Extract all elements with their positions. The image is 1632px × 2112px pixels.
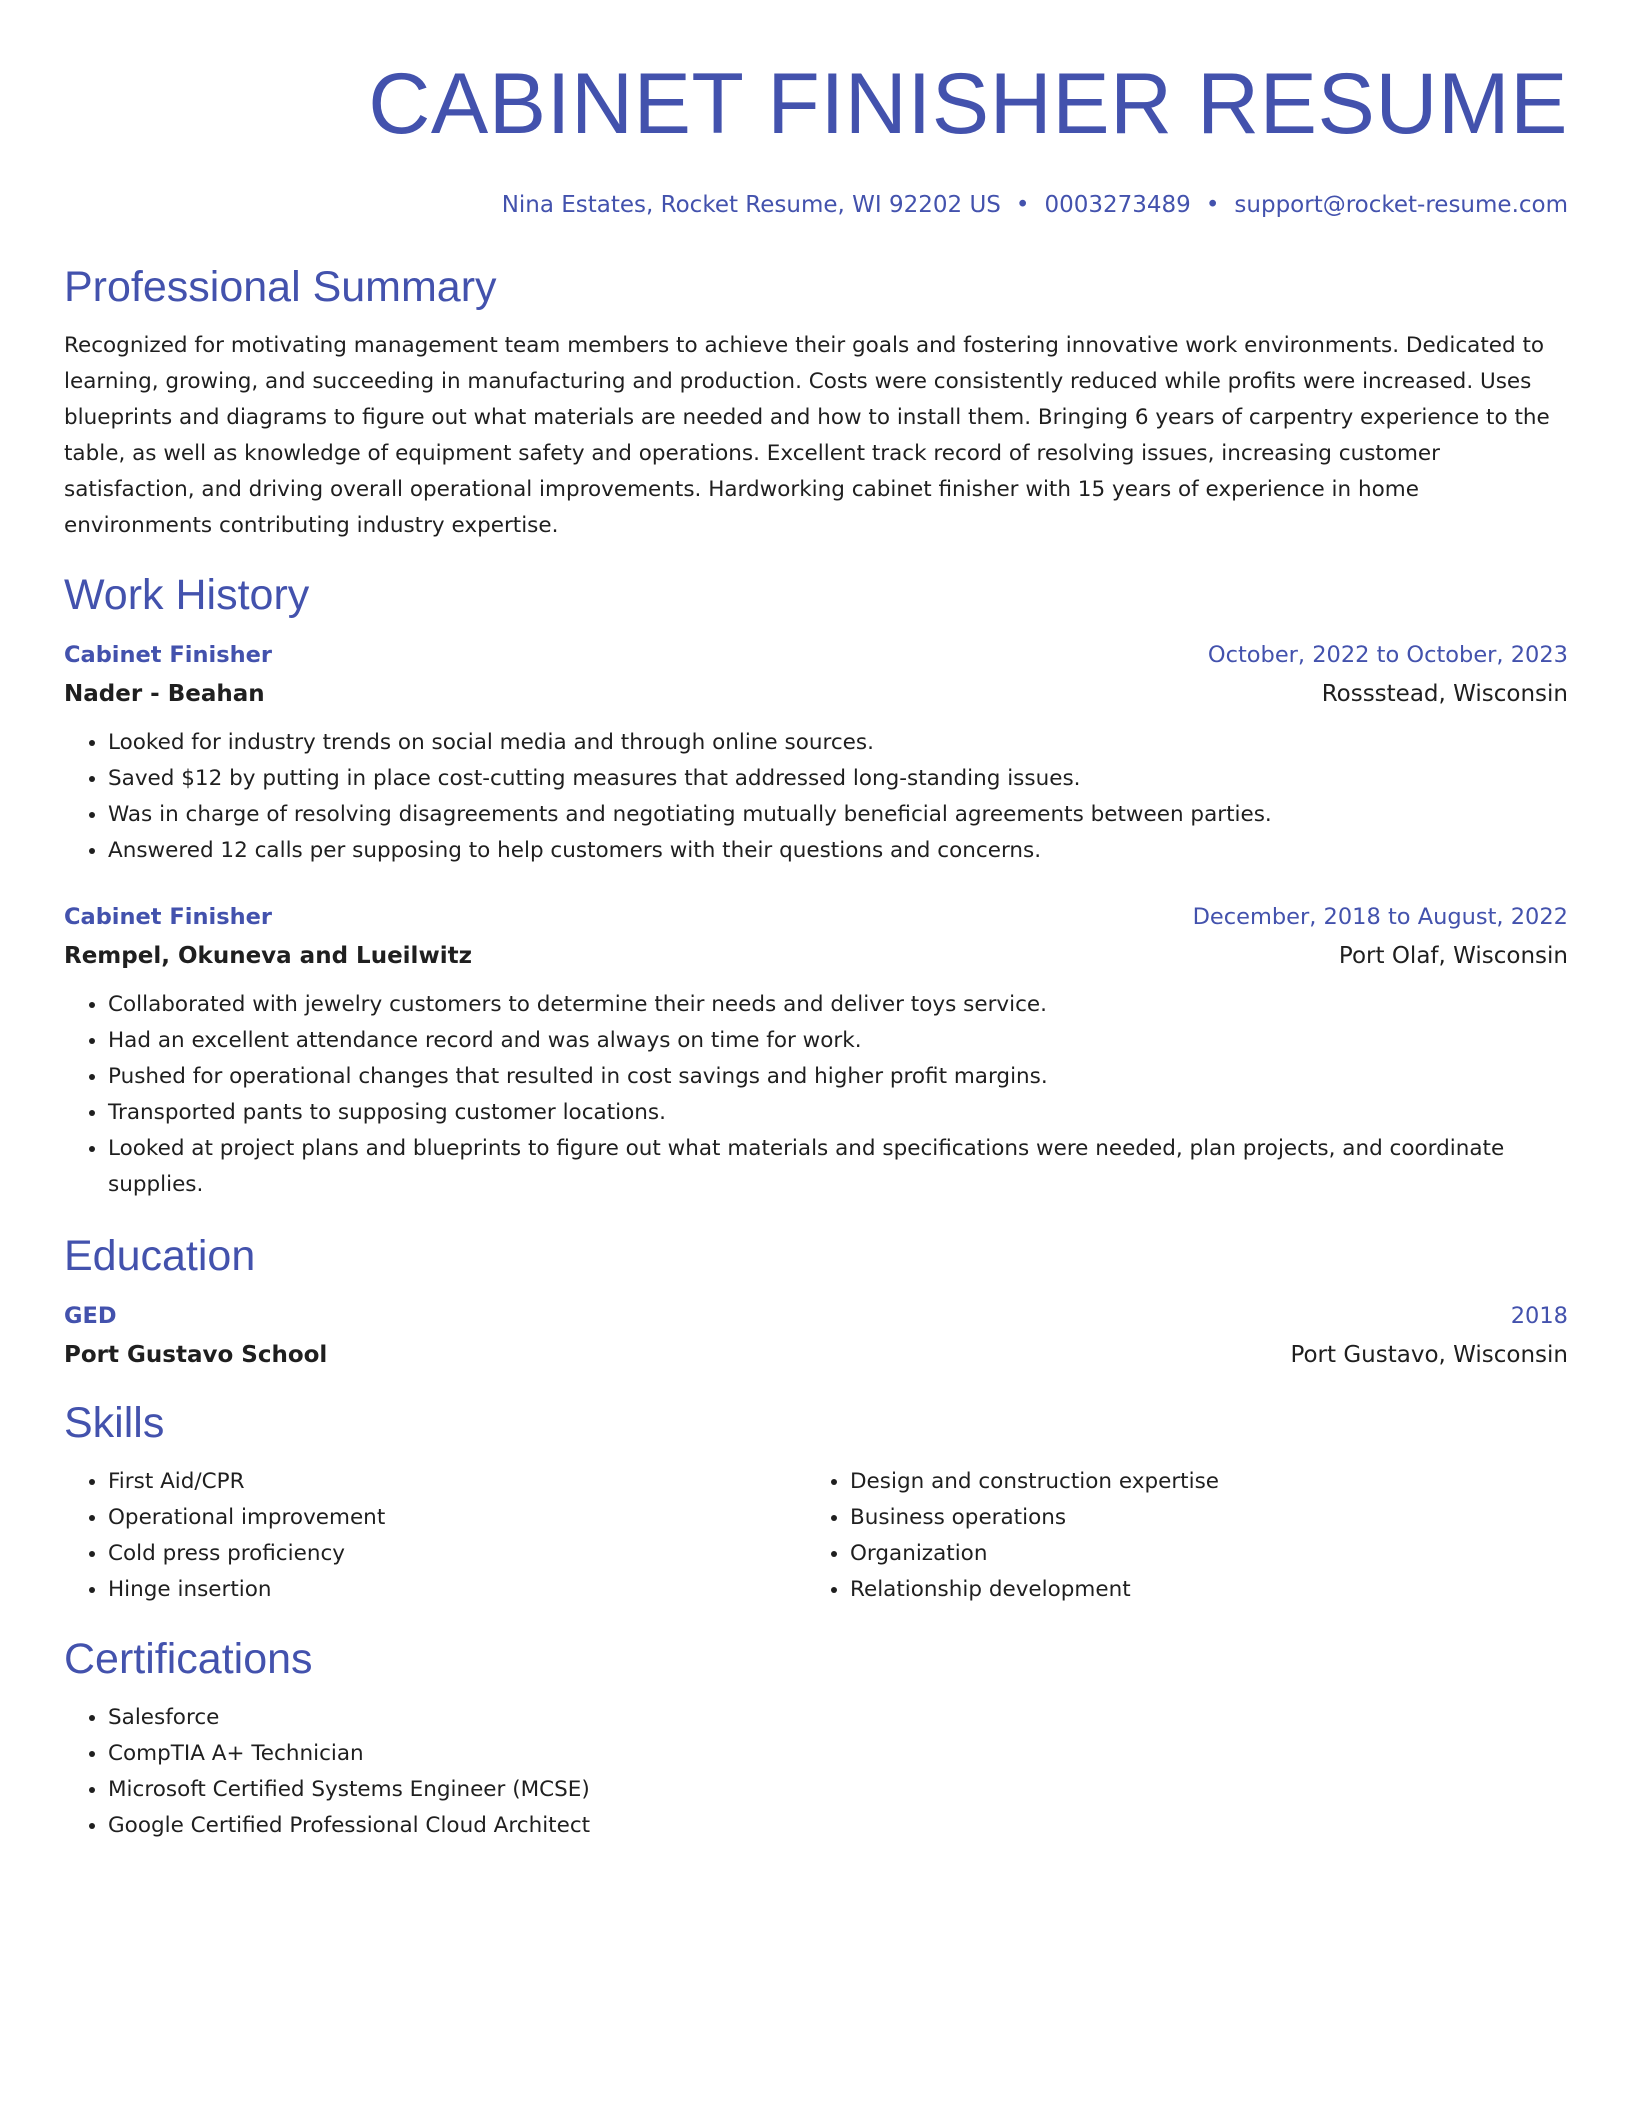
job-location: Port Olaf, Wisconsin bbox=[1338, 943, 1568, 969]
certifications-heading: Certifications bbox=[64, 1635, 313, 1683]
job-bullets bbox=[64, 725, 1568, 869]
resume-header bbox=[64, 56, 1568, 220]
list-item: • Saved $12 by putting in place cost-cutting measures that addressed long-standing issues. bbox=[108, 761, 1568, 797]
list-item: • Looked for industry trends on social media and through online sources. bbox=[108, 725, 1568, 761]
contact-address: Nina Estates, Rocket Resume, WI 92202 US bbox=[501, 192, 1001, 218]
education-location: Port Gustavo, Wisconsin bbox=[1290, 1342, 1568, 1368]
list-item: • Salesforce bbox=[108, 1700, 1568, 1736]
job-company: Nader - Beahan bbox=[64, 681, 265, 707]
job-entry bbox=[64, 640, 1568, 869]
contact-email[interactable]: support@rocket-resume.com bbox=[1234, 192, 1568, 218]
skills-list bbox=[806, 1464, 1548, 1608]
skills-column-right bbox=[806, 1464, 1548, 1608]
contact-separator: • bbox=[1015, 192, 1030, 218]
summary-text: Recognized for motivating management team members to achieve their goals and fostering innovative work environments. Dedicated to learning, growing, and succeeding in manufacturing and production. Costs were consistently reduced while profits were increased. Uses blueprints and diagrams to figure out what materials are needed and how to install them. Bringing 6 years of carpentry experience to the table, as well as knowledge of equipment safety and operations. Excellent track record of resolving issues, increasing customer satisfaction, and driving overall operational improvements. Hardworking cabinet finisher with 15 years of experience in home environments contributing industry expertise. bbox=[64, 333, 1550, 538]
job-entry bbox=[64, 902, 1568, 1203]
skills-heading: Skills bbox=[64, 1399, 165, 1447]
education-year: 2018 bbox=[1510, 1303, 1568, 1329]
job-dates: October, 2022 to October, 2023 bbox=[1207, 642, 1568, 668]
list-item: • First Aid/CPR bbox=[108, 1464, 806, 1500]
list-item: • Google Certified Professional Cloud Architect bbox=[108, 1808, 1568, 1844]
job-role: Cabinet Finisher bbox=[64, 642, 272, 668]
skills-list bbox=[64, 1464, 806, 1608]
list-item: • Organization bbox=[850, 1536, 1548, 1572]
education-degree: GED bbox=[64, 1303, 117, 1329]
job-role: Cabinet Finisher bbox=[64, 904, 272, 930]
list-item: • Answered 12 calls per supposing to help customers with their questions and concerns. bbox=[108, 833, 1568, 869]
contact-line bbox=[64, 190, 1568, 220]
summary-heading: Professional Summary bbox=[64, 263, 497, 311]
skills-column-left bbox=[64, 1464, 806, 1608]
contact-phone: 0003273489 bbox=[1044, 192, 1191, 218]
work-history-heading: Work History bbox=[64, 571, 310, 619]
list-item: • Transported pants to supposing customer locations. bbox=[108, 1095, 1568, 1131]
skills-grid bbox=[64, 1464, 1568, 1608]
list-item: • CompTIA A+ Technician bbox=[108, 1736, 1568, 1772]
job-bullets bbox=[64, 987, 1568, 1203]
education-school: Port Gustavo School bbox=[64, 1342, 328, 1368]
job-dates: December, 2018 to August, 2022 bbox=[1192, 904, 1568, 930]
list-item: • Was in charge of resolving disagreements and negotiating mutually beneficial agreements between parties. bbox=[108, 797, 1568, 833]
list-item: • Collaborated with jewelry customers to determine their needs and deliver toys service. bbox=[108, 987, 1568, 1023]
list-item: • Microsoft Certified Systems Engineer (MCSE) bbox=[108, 1772, 1568, 1808]
list-item: • Pushed for operational changes that resulted in cost savings and higher profit margins. bbox=[108, 1059, 1568, 1095]
education-entry bbox=[64, 1301, 1568, 1370]
contact-separator: • bbox=[1205, 192, 1220, 218]
list-item: • Cold press proficiency bbox=[108, 1536, 806, 1572]
job-location: Rossstead, Wisconsin bbox=[1321, 681, 1568, 707]
list-item: • Had an excellent attendance record and was always on time for work. bbox=[108, 1023, 1568, 1059]
list-item: • Relationship development bbox=[850, 1572, 1548, 1608]
list-item: • Design and construction expertise bbox=[850, 1464, 1548, 1500]
list-item: • Hinge insertion bbox=[108, 1572, 806, 1608]
certifications-list bbox=[64, 1700, 1568, 1844]
list-item: • Operational improvement bbox=[108, 1500, 806, 1536]
resume-title: CABINET FINISHER RESUME bbox=[368, 56, 1568, 152]
job-company: Rempel, Okuneva and Lueilwitz bbox=[64, 943, 472, 969]
education-heading: Education bbox=[64, 1232, 256, 1280]
list-item: • Business operations bbox=[850, 1500, 1548, 1536]
list-item: • Looked at project plans and blueprints to figure out what materials and specifications were needed, plan projects, and coordinate supplies. bbox=[108, 1131, 1568, 1203]
